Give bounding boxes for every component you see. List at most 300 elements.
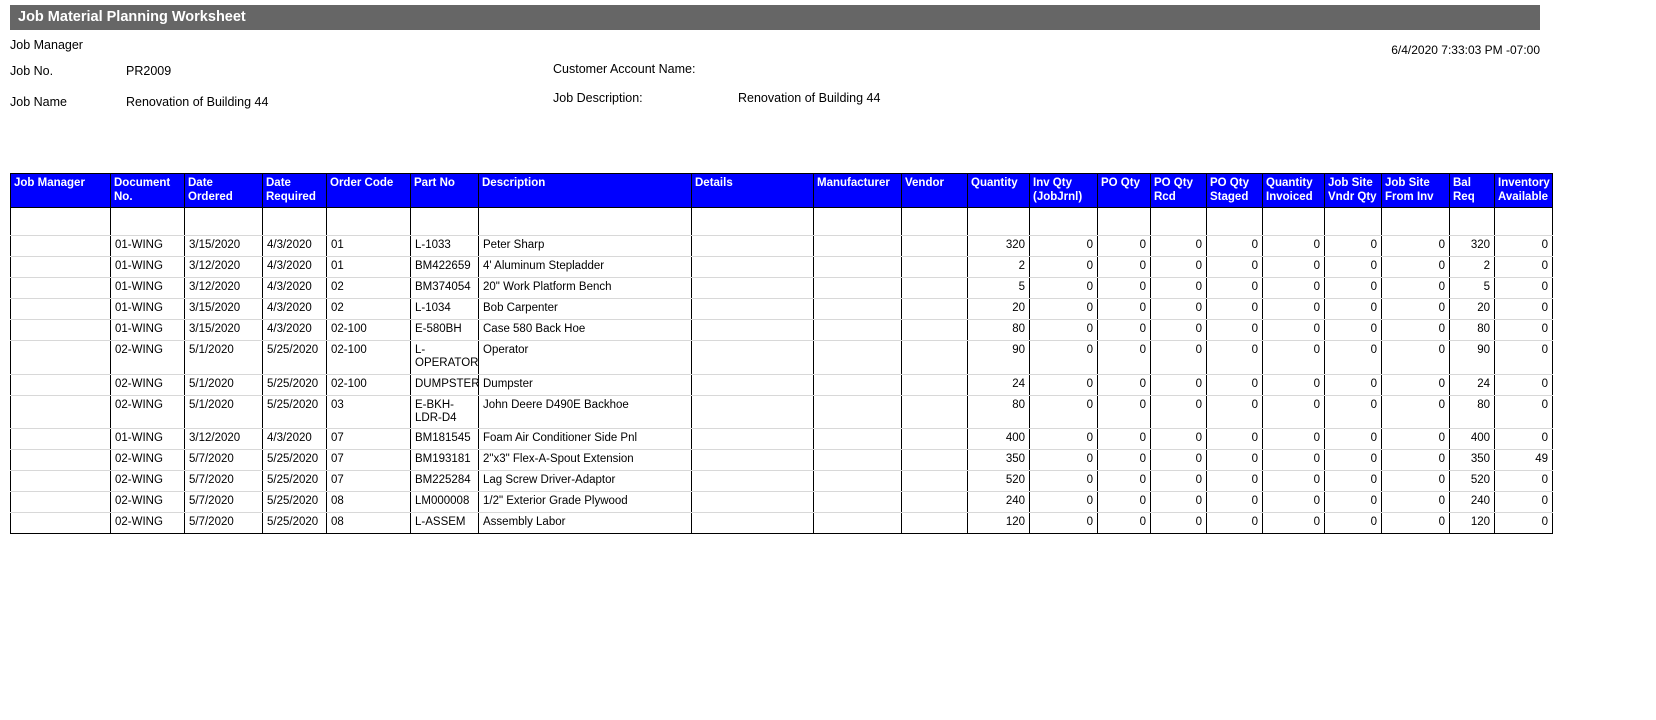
cell-order-code: 02-100 <box>327 374 411 395</box>
job-no-label: Job No. <box>10 64 54 78</box>
cell-po-qty: 0 <box>1098 257 1151 278</box>
spacer-cell <box>11 208 111 236</box>
cell-details <box>692 374 814 395</box>
spacer-cell <box>1325 208 1382 236</box>
cell-document-no: 02-WING <box>111 450 185 471</box>
cell-vendor <box>902 450 968 471</box>
cell-details <box>692 257 814 278</box>
cell-description: Dumpster <box>479 374 692 395</box>
cell-vendor <box>902 471 968 492</box>
cell-po-qty-rcd: 0 <box>1151 278 1207 299</box>
cell-job-manager <box>11 450 111 471</box>
cell-po-qty: 0 <box>1098 278 1151 299</box>
cell-bal-req: 80 <box>1450 320 1495 341</box>
cell-date-ordered: 3/15/2020 <box>185 236 263 257</box>
spacer-cell <box>411 208 479 236</box>
cell-inv-qty: 0 <box>1030 513 1098 534</box>
cell-date-required: 4/3/2020 <box>263 236 327 257</box>
cell-po-qty-staged: 0 <box>1207 429 1263 450</box>
cell-order-code: 08 <box>327 513 411 534</box>
cell-date-required: 5/25/2020 <box>263 450 327 471</box>
cell-description: Operator <box>479 341 692 374</box>
cell-job-site-from-inv: 0 <box>1382 257 1450 278</box>
cell-job-site-from-inv: 0 <box>1382 374 1450 395</box>
cell-order-code: 08 <box>327 492 411 513</box>
cell-order-code: 03 <box>327 395 411 428</box>
cell-date-ordered: 5/1/2020 <box>185 395 263 428</box>
cell-description: 20" Work Platform Bench <box>479 278 692 299</box>
col-bal-req: Bal Req <box>1450 174 1495 208</box>
cell-part-no: L-OPERATOR <box>411 341 479 374</box>
table-row[interactable] <box>11 513 1553 534</box>
cell-document-no: 01-WING <box>111 257 185 278</box>
cell-job-site-from-inv: 0 <box>1382 299 1450 320</box>
cell-details <box>692 236 814 257</box>
cell-vendor <box>902 341 968 374</box>
cell-bal-req: 350 <box>1450 450 1495 471</box>
cell-date-required: 5/25/2020 <box>263 471 327 492</box>
table-body <box>11 208 1553 534</box>
col-job-site-vndr-qty: Job Site Vndr Qty <box>1325 174 1382 208</box>
cell-inventory-available: 0 <box>1495 320 1553 341</box>
cell-inventory-available: 0 <box>1495 236 1553 257</box>
cell-part-no: E-BKH-LDR-D4 <box>411 395 479 428</box>
cell-document-no: 02-WING <box>111 341 185 374</box>
cell-po-qty-staged: 0 <box>1207 257 1263 278</box>
cell-po-qty: 0 <box>1098 450 1151 471</box>
cell-inventory-available: 0 <box>1495 471 1553 492</box>
col-job-manager: Job Manager <box>11 174 111 208</box>
cell-inventory-available: 0 <box>1495 257 1553 278</box>
col-po-qty: PO Qty <box>1098 174 1151 208</box>
cell-details <box>692 341 814 374</box>
cell-job-site-from-inv: 0 <box>1382 429 1450 450</box>
cell-quantity-invoiced: 0 <box>1263 395 1325 428</box>
cell-manufacturer <box>814 299 902 320</box>
cell-date-required: 5/25/2020 <box>263 374 327 395</box>
cell-inv-qty: 0 <box>1030 471 1098 492</box>
cell-job-site-vndr-qty: 0 <box>1325 320 1382 341</box>
cell-job-manager <box>11 341 111 374</box>
cell-quantity: 320 <box>968 236 1030 257</box>
material-planning-table <box>10 173 1553 534</box>
cell-bal-req: 320 <box>1450 236 1495 257</box>
cell-details <box>692 513 814 534</box>
cell-inv-qty: 0 <box>1030 299 1098 320</box>
cell-quantity-invoiced: 0 <box>1263 299 1325 320</box>
col-details: Details <box>692 174 814 208</box>
cell-manufacturer <box>814 257 902 278</box>
cell-po-qty-rcd: 0 <box>1151 320 1207 341</box>
cell-date-ordered: 3/12/2020 <box>185 257 263 278</box>
spacer-cell <box>1382 208 1450 236</box>
cell-date-required: 4/3/2020 <box>263 299 327 320</box>
cell-po-qty-staged: 0 <box>1207 513 1263 534</box>
customer-account-name-label: Customer Account Name: <box>553 62 696 76</box>
cell-po-qty-rcd: 0 <box>1151 492 1207 513</box>
cell-manufacturer <box>814 471 902 492</box>
cell-po-qty: 0 <box>1098 471 1151 492</box>
table-row[interactable] <box>11 320 1553 341</box>
cell-inv-qty: 0 <box>1030 278 1098 299</box>
cell-part-no: BM225284 <box>411 471 479 492</box>
cell-inventory-available: 0 <box>1495 341 1553 374</box>
spacer-cell <box>185 208 263 236</box>
cell-po-qty: 0 <box>1098 299 1151 320</box>
spacer-cell <box>1030 208 1098 236</box>
table-row[interactable] <box>11 450 1553 471</box>
cell-po-qty: 0 <box>1098 341 1151 374</box>
cell-quantity: 80 <box>968 320 1030 341</box>
cell-manufacturer <box>814 320 902 341</box>
cell-date-required: 4/3/2020 <box>263 278 327 299</box>
cell-bal-req: 90 <box>1450 341 1495 374</box>
spacer-cell <box>692 208 814 236</box>
col-quantity-invoiced: Quantity Invoiced <box>1263 174 1325 208</box>
cell-vendor <box>902 299 968 320</box>
cell-job-manager <box>11 257 111 278</box>
cell-date-required: 5/25/2020 <box>263 395 327 428</box>
job-name-label: Job Name <box>10 95 67 109</box>
cell-details <box>692 395 814 428</box>
cell-details <box>692 492 814 513</box>
cell-quantity-invoiced: 0 <box>1263 341 1325 374</box>
cell-inv-qty: 0 <box>1030 236 1098 257</box>
cell-job-site-from-inv: 0 <box>1382 471 1450 492</box>
cell-job-site-from-inv: 0 <box>1382 513 1450 534</box>
cell-inv-qty: 0 <box>1030 450 1098 471</box>
cell-manufacturer <box>814 341 902 374</box>
cell-inv-qty: 0 <box>1030 257 1098 278</box>
cell-date-ordered: 3/12/2020 <box>185 429 263 450</box>
cell-bal-req: 240 <box>1450 492 1495 513</box>
cell-po-qty-staged: 0 <box>1207 471 1263 492</box>
table-row[interactable] <box>11 471 1553 492</box>
cell-quantity: 120 <box>968 513 1030 534</box>
cell-document-no: 01-WING <box>111 278 185 299</box>
cell-date-ordered: 5/7/2020 <box>185 471 263 492</box>
spacer-cell <box>111 208 185 236</box>
table-header-row <box>11 174 1553 208</box>
cell-document-no: 01-WING <box>111 236 185 257</box>
cell-details <box>692 278 814 299</box>
cell-date-ordered: 3/15/2020 <box>185 320 263 341</box>
job-description-value: Renovation of Building 44 <box>738 91 881 105</box>
cell-po-qty-rcd: 0 <box>1151 429 1207 450</box>
cell-po-qty-rcd: 0 <box>1151 450 1207 471</box>
cell-po-qty-rcd: 0 <box>1151 374 1207 395</box>
cell-manufacturer <box>814 450 902 471</box>
cell-part-no: LM000008 <box>411 492 479 513</box>
cell-po-qty-staged: 0 <box>1207 374 1263 395</box>
cell-date-ordered: 3/12/2020 <box>185 278 263 299</box>
cell-po-qty: 0 <box>1098 374 1151 395</box>
cell-manufacturer <box>814 492 902 513</box>
cell-part-no: L-ASSEM <box>411 513 479 534</box>
cell-inv-qty: 0 <box>1030 341 1098 374</box>
col-document-no: Document No. <box>111 174 185 208</box>
cell-document-no: 02-WING <box>111 374 185 395</box>
cell-order-code: 07 <box>327 450 411 471</box>
cell-details <box>692 450 814 471</box>
cell-date-required: 5/25/2020 <box>263 492 327 513</box>
cell-po-qty: 0 <box>1098 320 1151 341</box>
material-planning-table-wrapper <box>10 173 1552 534</box>
cell-job-manager <box>11 513 111 534</box>
cell-job-manager <box>11 471 111 492</box>
cell-job-site-from-inv: 0 <box>1382 492 1450 513</box>
cell-po-qty: 0 <box>1098 513 1151 534</box>
cell-document-no: 01-WING <box>111 299 185 320</box>
cell-description: Assembly Labor <box>479 513 692 534</box>
cell-inventory-available: 0 <box>1495 278 1553 299</box>
cell-quantity-invoiced: 0 <box>1263 513 1325 534</box>
cell-quantity-invoiced: 0 <box>1263 492 1325 513</box>
cell-po-qty-rcd: 0 <box>1151 236 1207 257</box>
cell-part-no: BM193181 <box>411 450 479 471</box>
cell-quantity-invoiced: 0 <box>1263 278 1325 299</box>
cell-bal-req: 20 <box>1450 299 1495 320</box>
table-group-spacer-row <box>11 208 1553 236</box>
cell-date-ordered: 5/1/2020 <box>185 374 263 395</box>
cell-bal-req: 24 <box>1450 374 1495 395</box>
cell-quantity-invoiced: 0 <box>1263 236 1325 257</box>
page-title: Job Material Planning Worksheet <box>18 9 246 25</box>
cell-quantity-invoiced: 0 <box>1263 374 1325 395</box>
cell-inventory-available: 49 <box>1495 450 1553 471</box>
cell-bal-req: 520 <box>1450 471 1495 492</box>
cell-job-manager <box>11 492 111 513</box>
cell-job-manager <box>11 395 111 428</box>
cell-job-site-vndr-qty: 0 <box>1325 236 1382 257</box>
job-manager-label: Job Manager <box>10 38 83 52</box>
cell-part-no: L-1033 <box>411 236 479 257</box>
cell-vendor <box>902 257 968 278</box>
cell-quantity-invoiced: 0 <box>1263 257 1325 278</box>
cell-po-qty: 0 <box>1098 492 1151 513</box>
spacer-cell <box>968 208 1030 236</box>
cell-inv-qty: 0 <box>1030 429 1098 450</box>
table-header <box>11 174 1553 208</box>
report-title-bar <box>10 5 1540 30</box>
table-row[interactable] <box>11 299 1553 320</box>
cell-manufacturer <box>814 429 902 450</box>
spacer-cell <box>327 208 411 236</box>
cell-bal-req: 120 <box>1450 513 1495 534</box>
col-date-required: Date Required <box>263 174 327 208</box>
cell-bal-req: 5 <box>1450 278 1495 299</box>
col-inventory-available: Inventory Available <box>1495 174 1553 208</box>
cell-date-ordered: 3/15/2020 <box>185 299 263 320</box>
col-order-code: Order Code <box>327 174 411 208</box>
cell-job-site-vndr-qty: 0 <box>1325 395 1382 428</box>
cell-vendor <box>902 236 968 257</box>
spacer-cell <box>1098 208 1151 236</box>
cell-job-manager <box>11 320 111 341</box>
cell-po-qty-staged: 0 <box>1207 395 1263 428</box>
cell-inventory-available: 0 <box>1495 299 1553 320</box>
spacer-cell <box>902 208 968 236</box>
cell-job-manager <box>11 374 111 395</box>
col-job-site-from-inv: Job Site From Inv <box>1382 174 1450 208</box>
spacer-cell <box>1151 208 1207 236</box>
cell-job-site-from-inv: 0 <box>1382 341 1450 374</box>
cell-description: Peter Sharp <box>479 236 692 257</box>
table-row[interactable] <box>11 341 1553 374</box>
cell-quantity: 400 <box>968 429 1030 450</box>
cell-quantity: 2 <box>968 257 1030 278</box>
cell-document-no: 02-WING <box>111 471 185 492</box>
cell-vendor <box>902 395 968 428</box>
cell-po-qty: 0 <box>1098 429 1151 450</box>
cell-part-no: E-580BH <box>411 320 479 341</box>
cell-description: Lag Screw Driver-Adaptor <box>479 471 692 492</box>
spacer-cell <box>263 208 327 236</box>
cell-quantity: 5 <box>968 278 1030 299</box>
cell-job-site-from-inv: 0 <box>1382 320 1450 341</box>
cell-manufacturer <box>814 278 902 299</box>
cell-part-no: BM181545 <box>411 429 479 450</box>
table-row[interactable] <box>11 492 1553 513</box>
cell-details <box>692 320 814 341</box>
cell-quantity: 520 <box>968 471 1030 492</box>
cell-job-manager <box>11 429 111 450</box>
table-row[interactable] <box>11 278 1553 299</box>
cell-po-qty-staged: 0 <box>1207 341 1263 374</box>
cell-quantity-invoiced: 0 <box>1263 320 1325 341</box>
cell-quantity-invoiced: 0 <box>1263 471 1325 492</box>
cell-vendor <box>902 320 968 341</box>
cell-job-site-vndr-qty: 0 <box>1325 257 1382 278</box>
cell-job-manager <box>11 299 111 320</box>
cell-description: Foam Air Conditioner Side Pnl <box>479 429 692 450</box>
cell-part-no: BM422659 <box>411 257 479 278</box>
cell-job-site-vndr-qty: 0 <box>1325 450 1382 471</box>
cell-manufacturer <box>814 236 902 257</box>
table-row[interactable] <box>11 429 1553 450</box>
spacer-cell <box>1495 208 1553 236</box>
report-timestamp: 6/4/2020 7:33:03 PM -07:00 <box>1391 43 1540 57</box>
spacer-cell <box>1450 208 1495 236</box>
cell-inv-qty: 0 <box>1030 395 1098 428</box>
cell-job-site-from-inv: 0 <box>1382 450 1450 471</box>
cell-order-code: 02-100 <box>327 341 411 374</box>
cell-job-site-vndr-qty: 0 <box>1325 374 1382 395</box>
job-no-value: PR2009 <box>126 64 172 78</box>
cell-job-site-vndr-qty: 0 <box>1325 492 1382 513</box>
cell-document-no: 02-WING <box>111 492 185 513</box>
table-row[interactable] <box>11 395 1553 428</box>
cell-date-ordered: 5/7/2020 <box>185 492 263 513</box>
col-vendor: Vendor <box>902 174 968 208</box>
cell-quantity: 350 <box>968 450 1030 471</box>
cell-document-no: 02-WING <box>111 513 185 534</box>
cell-manufacturer <box>814 374 902 395</box>
col-manufacturer: Manufacturer <box>814 174 902 208</box>
cell-date-ordered: 5/1/2020 <box>185 341 263 374</box>
cell-date-required: 5/25/2020 <box>263 513 327 534</box>
cell-description: John Deere D490E Backhoe <box>479 395 692 428</box>
cell-date-required: 5/25/2020 <box>263 341 327 374</box>
cell-po-qty-staged: 0 <box>1207 320 1263 341</box>
spacer-cell <box>1263 208 1325 236</box>
cell-manufacturer <box>814 513 902 534</box>
col-description: Description <box>479 174 692 208</box>
cell-po-qty-rcd: 0 <box>1151 395 1207 428</box>
cell-vendor <box>902 374 968 395</box>
cell-order-code: 01 <box>327 257 411 278</box>
cell-job-site-from-inv: 0 <box>1382 395 1450 428</box>
cell-inventory-available: 0 <box>1495 395 1553 428</box>
cell-po-qty-staged: 0 <box>1207 236 1263 257</box>
cell-vendor <box>902 492 968 513</box>
cell-bal-req: 400 <box>1450 429 1495 450</box>
col-po-qty-rcd: PO Qty Rcd <box>1151 174 1207 208</box>
cell-order-code: 07 <box>327 429 411 450</box>
cell-quantity: 90 <box>968 341 1030 374</box>
cell-job-manager <box>11 236 111 257</box>
cell-bal-req: 2 <box>1450 257 1495 278</box>
table-row[interactable] <box>11 236 1553 257</box>
cell-vendor <box>902 429 968 450</box>
cell-po-qty-rcd: 0 <box>1151 341 1207 374</box>
col-quantity: Quantity <box>968 174 1030 208</box>
cell-job-site-vndr-qty: 0 <box>1325 299 1382 320</box>
cell-job-site-from-inv: 0 <box>1382 236 1450 257</box>
cell-quantity: 80 <box>968 395 1030 428</box>
table-row[interactable] <box>11 374 1553 395</box>
cell-quantity: 24 <box>968 374 1030 395</box>
cell-po-qty: 0 <box>1098 236 1151 257</box>
cell-po-qty: 0 <box>1098 395 1151 428</box>
cell-vendor <box>902 278 968 299</box>
col-date-ordered: Date Ordered <box>185 174 263 208</box>
cell-po-qty-staged: 0 <box>1207 450 1263 471</box>
cell-order-code: 02-100 <box>327 320 411 341</box>
job-name-value: Renovation of Building 44 <box>126 95 269 109</box>
cell-inventory-available: 0 <box>1495 513 1553 534</box>
table-row[interactable] <box>11 257 1553 278</box>
spacer-cell <box>1207 208 1263 236</box>
cell-inv-qty: 0 <box>1030 492 1098 513</box>
cell-inventory-available: 0 <box>1495 429 1553 450</box>
cell-quantity: 20 <box>968 299 1030 320</box>
cell-inv-qty: 0 <box>1030 374 1098 395</box>
col-inv-qty-jobjrnl: Inv Qty (JobJrnl) <box>1030 174 1098 208</box>
col-po-qty-staged: PO Qty Staged <box>1207 174 1263 208</box>
cell-inventory-available: 0 <box>1495 374 1553 395</box>
cell-po-qty-staged: 0 <box>1207 278 1263 299</box>
cell-order-code: 02 <box>327 299 411 320</box>
job-description-label: Job Description: <box>553 91 643 105</box>
cell-po-qty-rcd: 0 <box>1151 471 1207 492</box>
cell-bal-req: 80 <box>1450 395 1495 428</box>
cell-part-no: BM374054 <box>411 278 479 299</box>
cell-po-qty-rcd: 0 <box>1151 257 1207 278</box>
cell-po-qty-staged: 0 <box>1207 299 1263 320</box>
cell-quantity-invoiced: 0 <box>1263 450 1325 471</box>
cell-job-site-vndr-qty: 0 <box>1325 513 1382 534</box>
cell-job-site-vndr-qty: 0 <box>1325 278 1382 299</box>
cell-order-code: 02 <box>327 278 411 299</box>
cell-job-site-from-inv: 0 <box>1382 278 1450 299</box>
cell-date-required: 4/3/2020 <box>263 320 327 341</box>
cell-job-site-vndr-qty: 0 <box>1325 341 1382 374</box>
cell-description: Bob Carpenter <box>479 299 692 320</box>
cell-po-qty-staged: 0 <box>1207 492 1263 513</box>
cell-inv-qty: 0 <box>1030 320 1098 341</box>
cell-description: 4' Aluminum Stepladder <box>479 257 692 278</box>
